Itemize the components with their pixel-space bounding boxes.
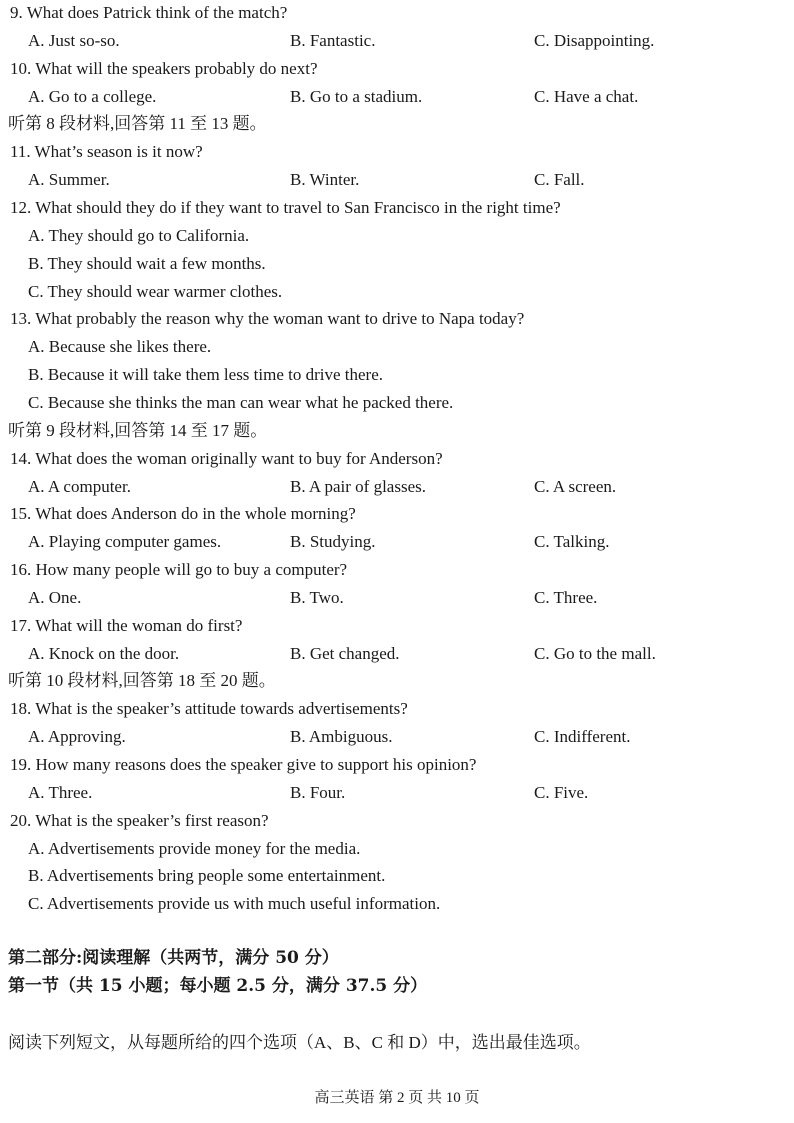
option-line: C. Because she thinks the man can wear what he packed there.	[28, 392, 454, 412]
question-text: 9. What does Patrick think of the match?	[10, 3, 288, 22]
option-a: A. Knock on the door.	[28, 643, 180, 663]
option-row	[28, 781, 788, 805]
option-row	[28, 29, 788, 53]
option-a: A. A computer.	[28, 476, 131, 496]
option-a: A. Summer.	[28, 170, 110, 190]
option-row	[28, 642, 788, 666]
option-row	[28, 475, 788, 499]
section-instruction: 听第 9 段材料,回答第 14 至 17 题。	[8, 420, 268, 440]
option-row	[28, 725, 788, 749]
option-row	[28, 168, 788, 192]
option-a: A. Three.	[28, 782, 93, 802]
question-text: 17. What will the woman do first?	[10, 615, 243, 635]
page-footer: 高三英语 第 2 页 共 10 页	[314, 1090, 480, 1106]
option-a: A. Just so-so.	[28, 30, 120, 50]
section-one-heading: 第一节（共 15 小题；每小题 2.5 分，满分 37.5 分）	[8, 976, 428, 996]
option-b: B. Studying.	[290, 532, 376, 552]
question-text: 19. How many reasons does the speaker give to support his opinion?	[10, 755, 477, 774]
option-b: B. A pair of glasses.	[290, 476, 426, 496]
option-c: C. Fall.	[534, 170, 585, 190]
option-b: B. Winter.	[290, 170, 360, 190]
question-text: 10. What will the speakers probably do next?	[10, 58, 318, 78]
question-text: 16. How many people will go to buy a computer?	[10, 560, 348, 579]
option-c: C. Have a chat.	[534, 86, 639, 106]
option-line: C. They should wear warmer clothes.	[28, 281, 283, 301]
option-line: B. Advertisements bring people some entertainment.	[28, 866, 386, 886]
question-text: 18. What is the speaker’s attitude towards advertisements?	[10, 699, 408, 719]
option-line: C. Advertisements provide us with much useful information.	[28, 894, 441, 914]
question-text: 11. What’s season is it now?	[10, 142, 203, 162]
option-line: A. Advertisements provide money for the media.	[28, 838, 361, 858]
option-line: B. Because it will take them less time to drive there.	[28, 365, 384, 385]
option-c: C. Talking.	[534, 532, 610, 552]
section-instruction: 听第 10 段材料,回答第 18 至 20 题。	[8, 671, 276, 691]
option-line: A. Because she likes there.	[28, 337, 212, 357]
question-text: 12. What should they do if they want to travel to San Francisco in the right time?	[10, 198, 561, 217]
option-a: A. Playing computer games.	[28, 532, 222, 552]
option-c: C. Disappointing.	[534, 30, 655, 50]
option-c: C. Five.	[534, 782, 589, 802]
option-b: B. Four.	[290, 782, 346, 802]
question-text: 13. What probably the reason why the woman want to drive to Napa today?	[10, 309, 525, 329]
option-a: A. One.	[28, 587, 82, 607]
reading-instruction: 阅读下列短文，从每题所给的四个选项（A、B、C 和 D）中，选出最佳选项。	[8, 1033, 591, 1052]
option-b: B. Get changed.	[290, 643, 400, 663]
option-row	[28, 530, 788, 554]
option-b: B. Ambiguous.	[290, 727, 393, 747]
option-b: B. Go to a stadium.	[290, 86, 423, 106]
option-c: C. Three.	[534, 587, 598, 607]
option-b: B. Fantastic.	[290, 30, 376, 50]
option-c: C. A screen.	[534, 476, 617, 496]
option-a: A. Go to a college.	[28, 86, 157, 106]
question-text: 14. What does the woman originally want to buy for Anderson?	[10, 448, 443, 468]
option-b: B. Two.	[290, 587, 344, 607]
option-line: B. They should wait a few months.	[28, 253, 266, 273]
option-row	[28, 586, 788, 610]
option-c: C. Go to the mall.	[534, 643, 656, 663]
option-a: A. Approving.	[28, 727, 126, 747]
part-two-heading: 第二部分:阅读理解（共两节，满分 50 分）	[8, 948, 339, 968]
section-instruction: 听第 8 段材料,回答第 11 至 13 题。	[8, 114, 267, 134]
question-text: 15. What does Anderson do in the whole morning?	[10, 504, 356, 524]
option-row	[28, 85, 788, 109]
option-c: C. Indifferent.	[534, 727, 631, 747]
question-text: 20. What is the speaker’s first reason?	[10, 810, 269, 830]
option-line: A. They should go to California.	[28, 225, 250, 245]
